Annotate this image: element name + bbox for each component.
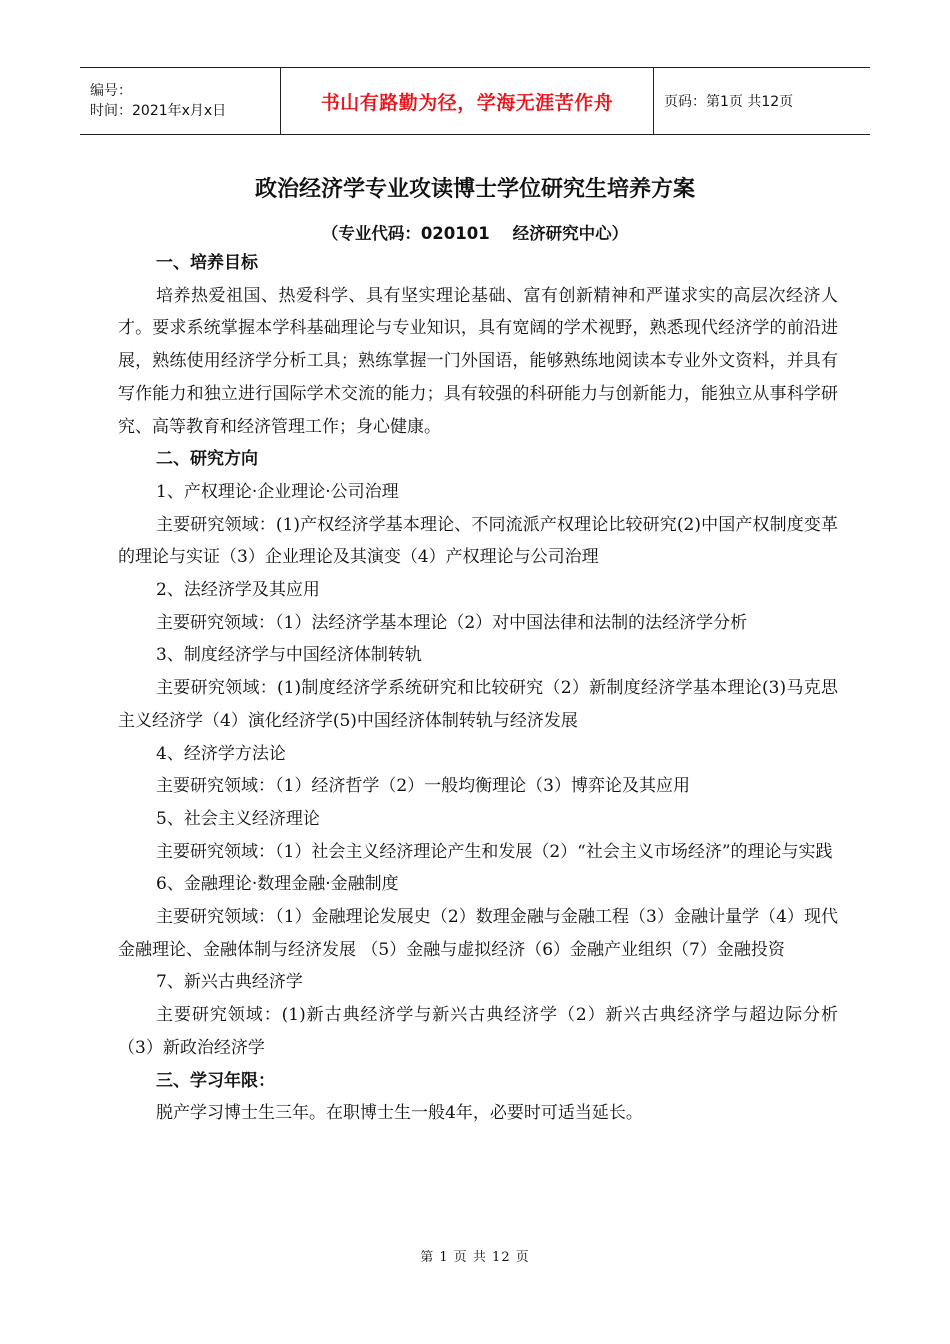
goals-paragraph: 培养热爱祖国、热爱科学、具有坚实理论基础、富有创新精神和严谨求实的高层次经济人才。要求系统掌握本学科基础理论与专业知识，具有宽阔的学术视野，熟悉现代经济学的前沿进展，熟练使用经济学分析工具；熟练掌握一门外国语，能够熟练地阅读本专业外文资料，并具有写作能力和独立进行国际学术交流的能力；具有较强的科研能力与创新能力，能独立从事科学研究、高等教育和经济管理工作；身心健康。: [118, 285, 838, 437]
header-left-cell: [80, 68, 280, 134]
section-heading-goals: 一、培养目标: [156, 253, 258, 273]
direction-fields: 主要研究领域：（1）法经济学基本理论（2）对中国法律和法制的法经济学分析: [156, 612, 748, 633]
direction-fields: 主要研究领域：（1）经济哲学（2）一般均衡理论（3）博弈论及其应用: [156, 776, 690, 797]
document-body: [118, 247, 838, 1130]
section-heading-directions: 二、研究方向: [156, 449, 258, 470]
direction-title: 6、金融理论·数理金融·金融制度: [156, 874, 399, 895]
direction-fields: 主要研究领域：(1)产权经济学基本理论、不同流派产权理论比较研究(2)中国产权制度变革的理论与实证（3）企业理论及其演变（4）产权理论与公司治理: [118, 514, 838, 568]
page-header: [80, 67, 870, 135]
motto-text: 书山有路勤为径，学海无涯苦作舟: [320, 91, 614, 114]
direction-title: 2、法经济学及其应用: [156, 580, 320, 601]
direction-title: 1、产权理论·企业理论·公司治理: [156, 481, 399, 502]
direction-fields: 主要研究领域：（1）社会主义经济理论产生和发展（2）“社会主义市场经济”的理论与实践: [156, 841, 833, 862]
direction-fields: 主要研究领域：(1)制度经济学系统研究和比较研究（2）新制度经济学基本理论(3)马克思主义经济学（4）演化经济学(5)中国经济体制转轨与经济发展: [118, 678, 838, 731]
duration-paragraph: 脱产学习博士生三年。在职博士生一般4年，必要时可适当延长。: [156, 1103, 643, 1124]
direction-fields: 主要研究领域：(1)新古典经济学与新兴古典经济学（2）新兴古典经济学与超边际分析（3）新政治经济学: [118, 1005, 838, 1058]
number-label: 编号：: [90, 83, 132, 99]
header-page-cell: [654, 68, 870, 134]
page-label: 页码：第1页 共12页: [664, 94, 794, 110]
direction-title: 5、社会主义经济理论: [156, 808, 320, 829]
direction-title: 7、新兴古典经济学: [156, 972, 303, 993]
page-footer: 第 1 页 共 12 页: [420, 1250, 530, 1265]
direction-title: 4、经济学方法论: [156, 743, 286, 764]
section-heading-duration: 三、学习年限：: [156, 1070, 275, 1091]
direction-title: 3、制度经济学与中国经济体制转轨: [156, 645, 422, 666]
header-motto-cell: [280, 68, 654, 134]
direction-fields: 主要研究领域：（1）金融理论发展史（2）数理金融与金融工程（3）金融计量学（4）现代金融理论、金融体制与经济发展 （5）金融与虚拟经济（6）金融产业组织（7）金融投资: [118, 907, 838, 960]
time-label: 时间：2021年x月x日: [90, 103, 227, 119]
document-title: 政治经济学专业攻读博士学位研究生培养方案: [254, 177, 695, 202]
document-subtitle: （专业代码：020101 经济研究中心）: [321, 224, 629, 243]
